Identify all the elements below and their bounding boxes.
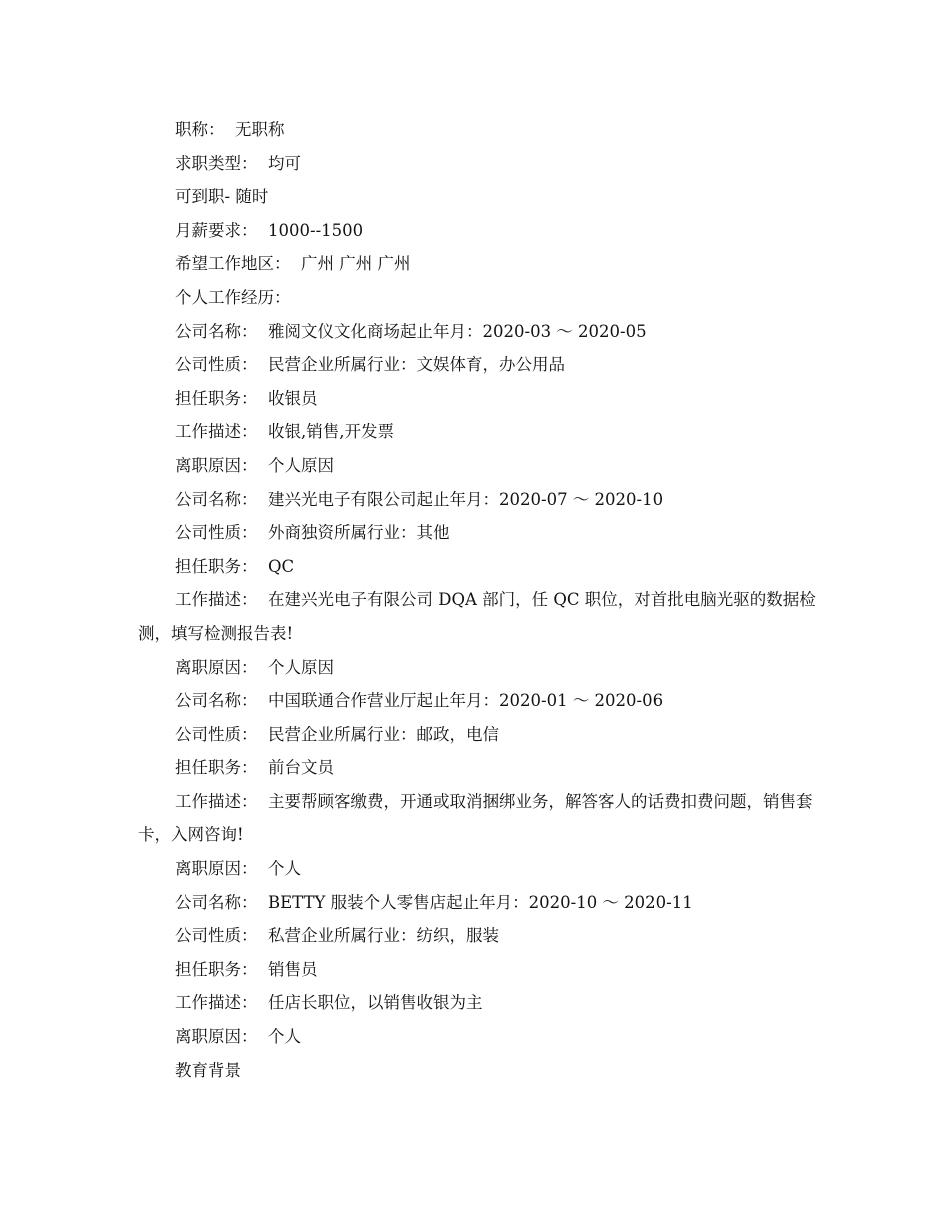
position-label: 担任职务： xyxy=(175,959,258,979)
title-value: 无职称 xyxy=(235,120,285,139)
reason-value: 个人 xyxy=(268,859,301,879)
nature-label: 公司性质： xyxy=(175,724,258,744)
reason-label: 离职原因： xyxy=(175,1027,258,1047)
job-nature-row xyxy=(138,516,818,550)
desc-label: 工作描述： xyxy=(175,590,258,610)
job-desc-row xyxy=(138,785,818,852)
job-reason-row xyxy=(138,651,818,685)
location-value: 广州 广州 广州 xyxy=(301,254,411,274)
salary-value: 1000--1500 xyxy=(268,220,364,240)
position-value: 销售员 xyxy=(268,959,318,979)
nature-value: 民营企业所属行业：邮政，电信 xyxy=(268,724,499,744)
job-type-label: 求职类型： xyxy=(175,153,258,173)
desc-value: 主要帮顾客缴费，开通或取消捆绑业务，解答客人的话费扣费问题，销售套卡，入网咨询! xyxy=(138,791,813,845)
job-type-row xyxy=(138,147,818,181)
job-desc-row xyxy=(138,986,818,1020)
location-row xyxy=(138,247,818,281)
job-desc-row xyxy=(138,415,818,449)
company-label: 公司名称： xyxy=(175,691,258,711)
position-value: QC xyxy=(268,556,295,576)
resume-body xyxy=(138,113,818,1087)
job-nature-row xyxy=(138,348,818,382)
education-heading: 教育背景 xyxy=(175,1060,241,1080)
position-label: 担任职务： xyxy=(175,556,258,576)
company-value: BETTY 服装个人零售店起止年月：2020-10 ～ 2020-11 xyxy=(268,892,693,912)
salary-row xyxy=(138,214,818,248)
reason-value: 个人原因 xyxy=(268,455,334,475)
company-label: 公司名称： xyxy=(175,321,258,341)
job-position-row xyxy=(138,550,818,584)
title-label: 职称： xyxy=(175,120,225,139)
reason-value: 个人原因 xyxy=(268,657,334,677)
job-reason-row xyxy=(138,449,818,483)
available-row xyxy=(138,180,818,214)
reason-label: 离职原因： xyxy=(175,859,258,879)
salary-label: 月薪要求： xyxy=(175,220,258,240)
job-position-row xyxy=(138,751,818,785)
company-label: 公司名称： xyxy=(175,489,258,509)
location-label: 希望工作地区： xyxy=(175,254,291,274)
job-position-row xyxy=(138,382,818,416)
desc-value: 在建兴光电子有限公司 DQA 部门，任 QC 职位，对首批电脑光驱的数据检测，填写检测报告表! xyxy=(138,590,816,643)
nature-value: 私营企业所属行业：纺织，服装 xyxy=(268,926,499,946)
desc-value: 收银,销售,开发票 xyxy=(268,422,394,442)
job-company-row xyxy=(138,886,818,920)
job-nature-row xyxy=(138,718,818,752)
nature-value: 民营企业所属行业：文娱体育，办公用品 xyxy=(268,355,565,375)
nature-label: 公司性质： xyxy=(175,926,258,946)
job-reason-row xyxy=(138,1020,818,1054)
desc-value: 任店长职位，以销售收银为主 xyxy=(268,993,483,1013)
position-label: 担任职务： xyxy=(175,388,258,408)
reason-label: 离职原因： xyxy=(175,657,258,677)
company-label: 公司名称： xyxy=(175,892,258,912)
position-value: 前台文员 xyxy=(268,758,334,778)
company-value: 建兴光电子有限公司起止年月：2020-07 ～ 2020-10 xyxy=(268,489,664,509)
job-company-row xyxy=(138,315,818,349)
desc-label: 工作描述： xyxy=(175,791,258,811)
job-type-value: 均可 xyxy=(268,153,301,173)
position-label: 担任职务： xyxy=(175,758,258,778)
job-position-row xyxy=(138,953,818,987)
job-reason-row xyxy=(138,852,818,886)
reason-label: 离职原因： xyxy=(175,455,258,475)
desc-label: 工作描述： xyxy=(175,993,258,1013)
job-company-row xyxy=(138,483,818,517)
title-row xyxy=(138,113,818,147)
job-company-row xyxy=(138,684,818,718)
company-value: 雅阅文仪文化商场起止年月：2020-03 ～ 2020-05 xyxy=(268,321,647,341)
job-desc-row xyxy=(138,583,818,650)
company-value: 中国联通合作营业厅起止年月：2020-01 ～ 2020-06 xyxy=(268,691,664,711)
job-nature-row xyxy=(138,919,818,953)
position-value: 收银员 xyxy=(268,388,318,408)
desc-label: 工作描述： xyxy=(175,422,258,442)
nature-value: 外商独资所属行业：其他 xyxy=(268,523,450,543)
reason-value: 个人 xyxy=(268,1027,301,1047)
nature-label: 公司性质： xyxy=(175,523,258,543)
experience-heading: 个人工作经历： xyxy=(175,287,291,307)
available-text: 可到职- 随时 xyxy=(175,187,269,207)
nature-label: 公司性质： xyxy=(175,355,258,375)
